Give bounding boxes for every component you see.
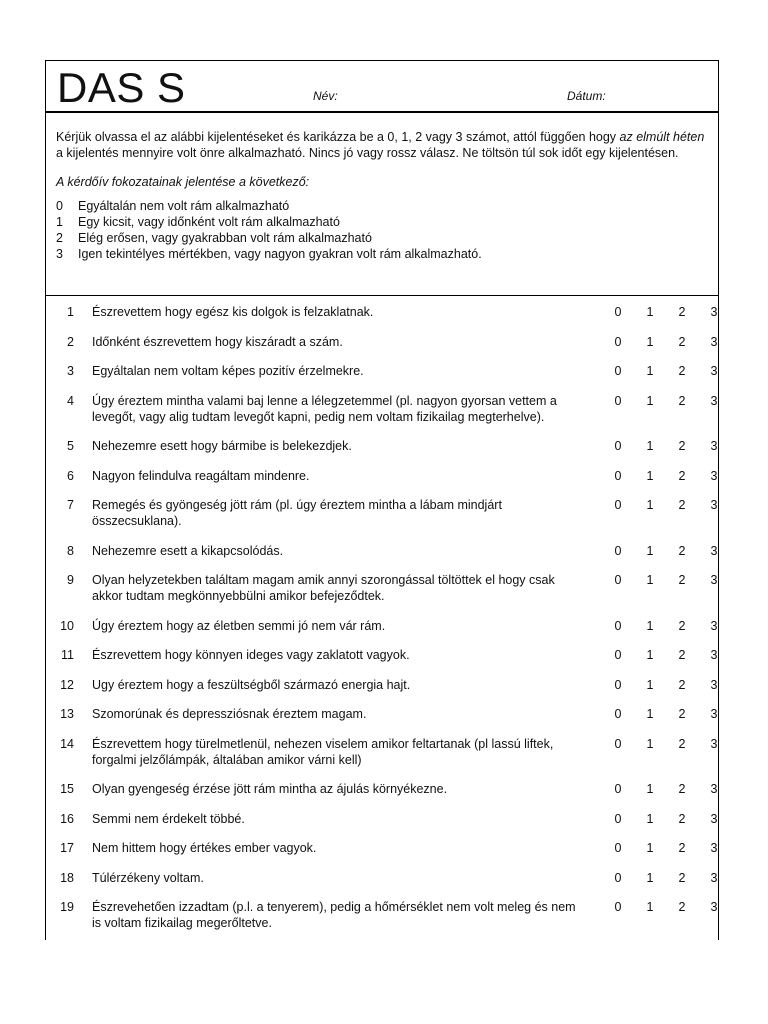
question-row: [46, 840, 718, 856]
answer-options: [602, 811, 730, 827]
answer-option-2[interactable]: 2: [678, 900, 686, 914]
question-number: 17: [60, 841, 74, 855]
instruction-text: [56, 129, 708, 161]
question-number: 12: [60, 677, 74, 692]
answer-option-0[interactable]: 0: [614, 618, 622, 633]
scale-item: [56, 214, 708, 230]
scale-heading: A kérdőív fokozatainak jelentése a következő:: [56, 175, 310, 189]
form-header: [46, 61, 718, 113]
question-text: Olyan gyengeség érzése jött rám mintha az ájulás környékezne.: [92, 782, 448, 796]
question-text: Túlérzékeny voltam.: [92, 870, 204, 885]
question-number: 13: [60, 707, 74, 721]
answer-option-0[interactable]: 0: [614, 870, 622, 885]
answer-option-1[interactable]: 1: [646, 543, 654, 558]
answer-option-0[interactable]: 0: [614, 811, 622, 826]
question-number: 18: [60, 870, 74, 885]
scale-description: Egy kicsit, vagy időnként volt rám alkalmazható: [78, 215, 340, 229]
question-row: [46, 706, 718, 722]
answer-option-2[interactable]: 2: [678, 543, 686, 558]
question-number: 5: [67, 439, 74, 453]
scale-item: [56, 230, 708, 246]
answer-options: [602, 870, 730, 886]
answer-options: [602, 497, 730, 529]
question-row: [46, 647, 718, 663]
answer-option-0[interactable]: 0: [614, 305, 622, 319]
form-title: DAS S: [57, 64, 186, 111]
answer-option-2[interactable]: 2: [678, 393, 686, 408]
answer-option-1[interactable]: 1: [646, 364, 654, 378]
answer-option-1[interactable]: 1: [646, 334, 654, 349]
question-number: 6: [67, 468, 74, 483]
answer-option-3[interactable]: 3: [710, 618, 718, 633]
question-text: Ugy éreztem hogy a feszültségből származó energia hajt.: [92, 677, 411, 692]
answer-option-0[interactable]: 0: [614, 707, 622, 721]
answer-option-3[interactable]: 3: [710, 648, 718, 662]
instruction-emphasis: az elmúlt héten: [619, 130, 705, 144]
question-row: [46, 363, 718, 379]
answer-options: [602, 736, 730, 768]
question-text: Szomorúnak és depressziósnak éreztem magam.: [92, 707, 367, 721]
answer-option-3[interactable]: 3: [710, 870, 718, 885]
question-text: Nagyon felindulva reagáltam mindenre.: [92, 468, 310, 483]
answer-option-2[interactable]: 2: [678, 736, 686, 751]
answer-options: [602, 438, 730, 454]
answer-option-2[interactable]: 2: [678, 334, 686, 349]
answer-option-2[interactable]: 2: [678, 364, 686, 378]
answer-option-0[interactable]: 0: [614, 841, 622, 855]
question-row: [46, 736, 718, 768]
instruction-part-2: a kijelentés mennyire volt önre alkalmazható. Nincs jó vagy rossz válasz. Ne töltsön túl sok időt egy kijelentésen.: [56, 146, 679, 160]
answer-options: [602, 393, 730, 425]
answer-option-0[interactable]: 0: [614, 736, 622, 751]
answer-option-1[interactable]: 1: [646, 736, 654, 751]
question-text: Semmi nem érdekelt többé.: [92, 811, 245, 826]
answer-option-1[interactable]: 1: [646, 782, 654, 796]
question-row: [46, 497, 718, 529]
scale-number: 2: [56, 231, 63, 245]
answer-option-0[interactable]: 0: [614, 468, 622, 483]
answer-option-0[interactable]: 0: [614, 900, 622, 914]
answer-option-1[interactable]: 1: [646, 305, 654, 319]
question-number: 10: [60, 618, 74, 633]
question-text: Olyan helyzetekben találtam magam amik annyi szorongással töltöttek el hogy csak akkor tudtam megkönnyebbülni amikor befejeződtek.: [92, 573, 555, 603]
answer-options: [602, 677, 730, 693]
answer-option-2[interactable]: 2: [678, 648, 686, 662]
answer-options: [602, 334, 730, 350]
answer-option-3[interactable]: 3: [710, 543, 718, 558]
answer-option-3[interactable]: 3: [710, 811, 718, 826]
answer-option-1[interactable]: 1: [646, 648, 654, 662]
questionnaire-sheet: [45, 60, 719, 940]
answer-options: [602, 899, 730, 931]
answer-option-2[interactable]: 2: [678, 841, 686, 855]
scale-item: [56, 198, 708, 214]
question-row: [46, 393, 718, 425]
question-text: Nem hittem hogy értékes ember vagyok.: [92, 841, 317, 855]
answer-option-1[interactable]: 1: [646, 870, 654, 885]
scale-number: 1: [56, 215, 63, 229]
answer-option-2[interactable]: 2: [678, 870, 686, 885]
answer-options: [602, 363, 730, 379]
question-row: [46, 572, 718, 604]
answer-option-3[interactable]: 3: [710, 900, 718, 914]
question-number: 9: [67, 573, 74, 587]
answer-option-3[interactable]: 3: [710, 393, 718, 408]
answer-options: [602, 647, 730, 663]
question-row: [46, 334, 718, 350]
question-text: Észrevettem hogy türelmetlenül, nehezen viselem amikor feltartanak (pl lassú liftek, forgalmi jelzőlámpák, általában amikor várni kell): [92, 736, 554, 767]
answer-option-0[interactable]: 0: [614, 364, 622, 378]
question-list: [46, 296, 718, 931]
answer-option-2[interactable]: 2: [678, 782, 686, 796]
question-text: Észrevettem hogy egész kis dolgok is felzaklatnak.: [92, 305, 374, 319]
question-number: 14: [60, 736, 74, 751]
scale-legend: [56, 198, 708, 262]
answer-option-3[interactable]: 3: [710, 439, 718, 453]
question-number: 15: [60, 782, 74, 796]
answer-options: [602, 781, 730, 797]
answer-option-1[interactable]: 1: [646, 498, 654, 512]
answer-option-1[interactable]: 1: [646, 811, 654, 826]
answer-options: [602, 304, 730, 320]
question-number: 16: [60, 811, 74, 826]
answer-option-0[interactable]: 0: [614, 677, 622, 692]
answer-option-1[interactable]: 1: [646, 439, 654, 453]
name-field-label: Név:: [313, 89, 338, 103]
question-number: 1: [67, 305, 74, 319]
instructions: [46, 113, 718, 296]
answer-option-3[interactable]: 3: [710, 573, 718, 587]
question-row: [46, 543, 718, 559]
answer-option-3[interactable]: 3: [710, 364, 718, 378]
question-number: 2: [67, 334, 74, 349]
answer-option-2[interactable]: 2: [678, 618, 686, 633]
instruction-part-1: Kérjük olvassa el az alábbi kijelentéseket és karikázza be a 0, 1, 2 vagy 3 számot, attól függően hogy: [56, 130, 620, 144]
question-text: Észrevettem hogy könnyen ideges vagy zaklatott vagyok.: [92, 648, 410, 662]
question-row: [46, 811, 718, 827]
question-text: Remegés és gyöngeség jött rám (pl. úgy éreztem mintha a lábam mindjárt összecsuklana).: [92, 498, 502, 528]
question-number: 7: [67, 498, 74, 512]
answer-option-3[interactable]: 3: [710, 468, 718, 483]
answer-option-3[interactable]: 3: [710, 841, 718, 855]
question-row: [46, 468, 718, 484]
question-number: 4: [67, 393, 74, 408]
date-field-label: Dátum:: [567, 89, 606, 103]
answer-option-1[interactable]: 1: [646, 841, 654, 855]
answer-option-3[interactable]: 3: [710, 305, 718, 319]
answer-options: [602, 706, 730, 722]
answer-option-0[interactable]: 0: [614, 648, 622, 662]
question-row: [46, 618, 718, 634]
answer-option-1[interactable]: 1: [646, 900, 654, 914]
answer-option-1[interactable]: 1: [646, 573, 654, 587]
answer-option-2[interactable]: 2: [678, 677, 686, 692]
answer-option-2[interactable]: 2: [678, 305, 686, 319]
answer-option-1[interactable]: 1: [646, 618, 654, 633]
answer-option-1[interactable]: 1: [646, 677, 654, 692]
answer-options: [602, 618, 730, 634]
answer-options: [602, 572, 730, 604]
question-number: 3: [67, 364, 74, 378]
question-number: 19: [60, 900, 74, 914]
question-text: Időnként észrevettem hogy kiszáradt a szám.: [92, 334, 343, 349]
answer-option-0[interactable]: 0: [614, 573, 622, 587]
answer-option-1[interactable]: 1: [646, 468, 654, 483]
question-text: Úgy éreztem hogy az életben semmi jó nem vár rám.: [92, 618, 386, 633]
answer-option-3[interactable]: 3: [710, 782, 718, 796]
scale-description: Egyáltalán nem volt rám alkalmazható: [78, 199, 290, 213]
answer-option-2[interactable]: 2: [678, 573, 686, 587]
scale-number: 0: [56, 199, 63, 213]
question-number: 11: [61, 648, 74, 662]
answer-option-3[interactable]: 3: [710, 736, 718, 751]
answer-options: [602, 840, 730, 856]
answer-option-2[interactable]: 2: [678, 468, 686, 483]
question-row: [46, 781, 718, 797]
question-row: [46, 677, 718, 693]
answer-option-0[interactable]: 0: [614, 334, 622, 349]
answer-option-1[interactable]: 1: [646, 707, 654, 721]
scale-item: [56, 246, 708, 262]
question-text: Nehezemre esett hogy bármibe is belekezdjek.: [92, 439, 352, 453]
scale-number: 3: [56, 247, 63, 261]
answer-option-2[interactable]: 2: [678, 498, 686, 512]
question-text: Észrevehetően izzadtam (p.l. a tenyerem), pedig a hőmérséklet nem volt meleg és nem is voltam fizikailag megerőltetve.: [92, 900, 576, 930]
question-row: [46, 870, 718, 886]
answer-option-0[interactable]: 0: [614, 393, 622, 408]
answer-option-3[interactable]: 3: [710, 498, 718, 512]
scale-description: Elég erősen, vagy gyakrabban volt rám alkalmazható: [78, 231, 372, 245]
answer-option-2[interactable]: 2: [678, 811, 686, 826]
question-row: [46, 899, 718, 931]
answer-option-0[interactable]: 0: [614, 782, 622, 796]
answer-option-1[interactable]: 1: [646, 393, 654, 408]
answer-option-0[interactable]: 0: [614, 498, 622, 512]
answer-option-0[interactable]: 0: [614, 439, 622, 453]
question-row: [46, 304, 718, 320]
question-row: [46, 438, 718, 454]
question-text: Egyáltalan nem voltam képes pozitív érzelmekre.: [92, 364, 364, 378]
answer-option-3[interactable]: 3: [710, 707, 718, 721]
answer-option-2[interactable]: 2: [678, 707, 686, 721]
question-text: Úgy éreztem mintha valami baj lenne a lélegzetemmel (pl. nagyon gyorsan vettem a levegőt, vagy alig tudtam levegőt kapni, pedig nem voltam fizikailag megterhelve).: [92, 393, 557, 424]
answer-options: [602, 543, 730, 559]
answer-options: [602, 468, 730, 484]
question-text: Nehezemre esett a kikapcsolódás.: [92, 543, 284, 558]
answer-option-0[interactable]: 0: [614, 543, 622, 558]
answer-option-3[interactable]: 3: [710, 677, 718, 692]
scale-description: Igen tekintélyes mértékben, vagy nagyon gyakran volt rám alkalmazható.: [78, 247, 482, 261]
answer-option-3[interactable]: 3: [710, 334, 718, 349]
question-number: 8: [67, 543, 74, 558]
answer-option-2[interactable]: 2: [678, 439, 686, 453]
